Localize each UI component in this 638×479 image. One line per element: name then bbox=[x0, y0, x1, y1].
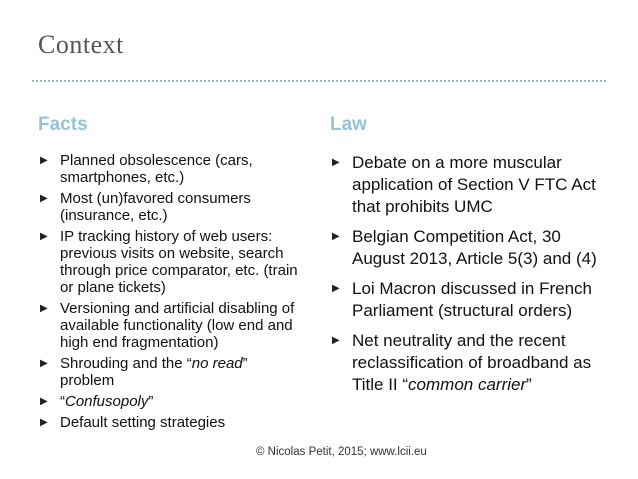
list-item-text: Planned obsolescence (cars, smartphones, etc.) bbox=[60, 152, 253, 186]
list-item-text: Default setting strategies bbox=[60, 414, 226, 431]
list-item-text: Versioning and artificial disabling of available functionality (low end and high end fragmentation) bbox=[60, 300, 295, 351]
list-item-text-pre: Shrouding and the “ bbox=[60, 355, 192, 372]
bullet-arrow-icon: ▶ bbox=[40, 155, 48, 166]
list-item-text: Loi Macron discussed in French Parliament (structural orders) bbox=[352, 279, 593, 320]
list-item bbox=[38, 393, 300, 410]
law-list bbox=[330, 152, 608, 404]
bullet-arrow-icon: ▶ bbox=[332, 157, 340, 168]
list-item-text: IP tracking history of web users: previous visits on website, search through price comparator, etc. (train or plane tickets) bbox=[60, 228, 298, 296]
list-item bbox=[38, 190, 300, 224]
list-item-emphasis: common carrier bbox=[408, 375, 527, 394]
bullet-arrow-icon: ▶ bbox=[40, 193, 48, 204]
slide-title: Context bbox=[38, 30, 124, 59]
bullet-arrow-icon: ▶ bbox=[40, 231, 48, 242]
facts-list bbox=[38, 152, 300, 435]
list-item-text-post: ” problem bbox=[60, 355, 248, 389]
bullet-arrow-icon: ▶ bbox=[332, 335, 340, 346]
bullet-arrow-icon: ▶ bbox=[40, 358, 48, 369]
list-item bbox=[38, 414, 300, 431]
list-item bbox=[38, 152, 300, 186]
list-item-text: Debate on a more muscular application of Section V FTC Act that prohibits UMC bbox=[352, 153, 596, 216]
list-item-text-post: ” bbox=[526, 375, 532, 394]
list-item bbox=[38, 228, 300, 296]
law-heading: Law bbox=[330, 114, 367, 135]
bullet-arrow-icon: ▶ bbox=[332, 283, 340, 294]
list-item-emphasis: Confusopoly bbox=[65, 393, 149, 410]
list-item-text-pre: Net neutrality and the recent reclassification of broadband as Title II “ bbox=[352, 331, 592, 394]
list-item bbox=[330, 330, 608, 396]
title-divider bbox=[32, 80, 606, 82]
list-item bbox=[330, 152, 608, 218]
bullet-arrow-icon: ▶ bbox=[40, 396, 48, 407]
facts-heading: Facts bbox=[38, 114, 88, 135]
bullet-arrow-icon: ▶ bbox=[40, 303, 48, 314]
list-item-text-pre: “ bbox=[60, 393, 65, 410]
list-item bbox=[38, 355, 300, 389]
list-item bbox=[330, 278, 608, 322]
copyright-footer: © Nicolas Petit, 2015; www.lcii.eu bbox=[256, 446, 427, 458]
list-item bbox=[330, 226, 608, 270]
list-item-text: Belgian Competition Act, 30 August 2013, Article 5(3) and (4) bbox=[352, 227, 597, 268]
bullet-arrow-icon: ▶ bbox=[40, 417, 48, 428]
list-item-text-post: ” bbox=[148, 393, 154, 410]
list-item-emphasis: no read bbox=[191, 355, 243, 372]
bullet-arrow-icon: ▶ bbox=[332, 231, 340, 242]
list-item-text: Most (un)favored consumers (insurance, etc.) bbox=[60, 190, 251, 224]
list-item bbox=[38, 300, 300, 351]
